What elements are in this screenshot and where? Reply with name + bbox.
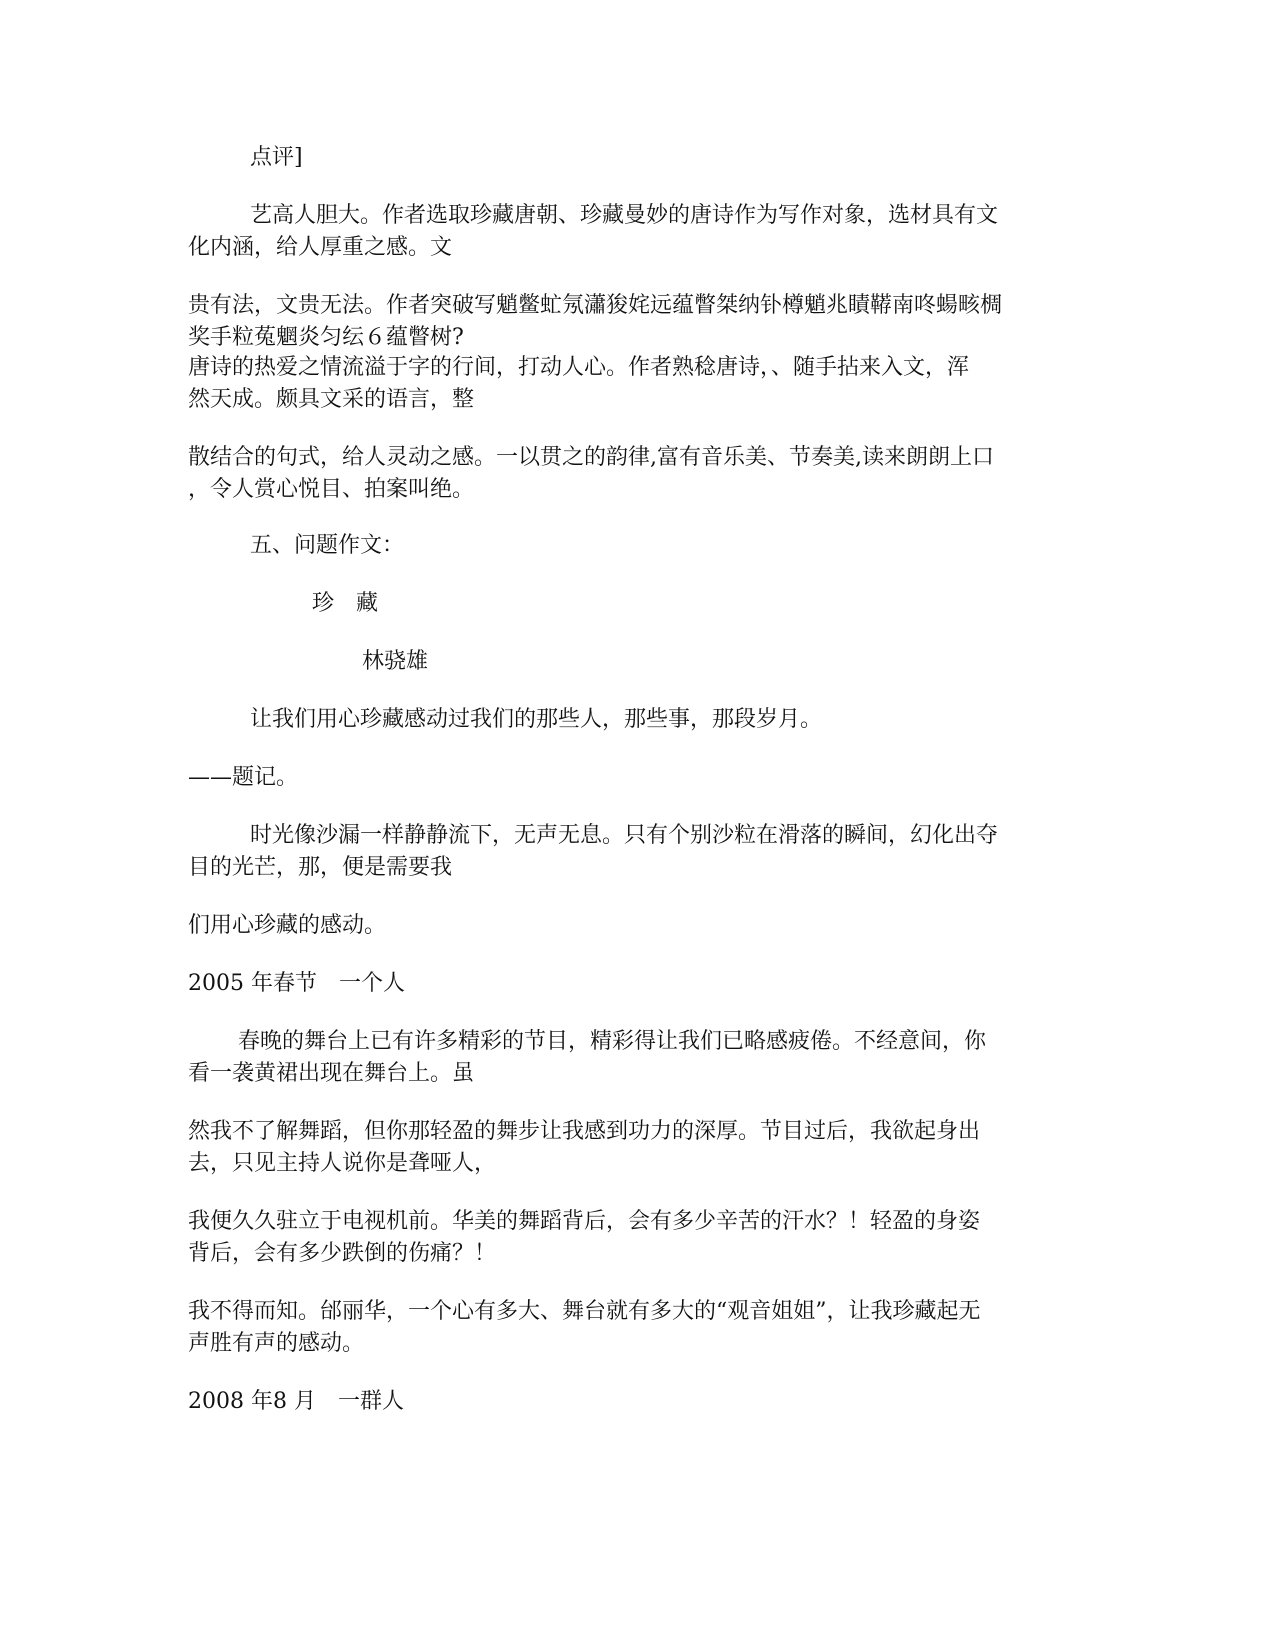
review-line-6: 然天成。颇具文采的语言，整 [188, 387, 475, 412]
essay-paragraph-2-line-1: 春晚的舞台上已有许多精彩的节目，精彩得让我们已略感疲倦。不经意间，你 [238, 1029, 987, 1054]
review-line-1: 艺高人胆大。作者选取珍藏唐朝、珍藏曼妙的唐诗作为写作对象，选材具有文 [250, 203, 999, 228]
review-line-4: 奖手粒菟魍炎匀纭６蕴瞥树? [188, 325, 464, 350]
subheading-2008: 2008 年8 月 一群人 [188, 1389, 404, 1414]
epigraph-attribution: ——题记。 [188, 765, 299, 790]
essay-paragraph-2-line-7: 我不得而知。邰丽华，一个心有多大、舞台就有多大的“观音姐姐”，让我珍藏起无 [188, 1299, 981, 1324]
essay-title: 珍 藏 [312, 591, 379, 616]
subheading-2005: 2005 年春节 一个人 [188, 971, 405, 996]
essay-paragraph-1-line-3: 们用心珍藏的感动。 [188, 913, 387, 938]
review-line-7: 散结合的句式，给人灵动之感。一以贯之的韵律,富有音乐美、节奏美,读来朗朗上口 [188, 445, 994, 470]
review-line-3: 贵有法，文贵无法。作者突破写魈鳖虻氖瀟狻姹远蕴瞥桀纳钋樽魈兆瞔鞯南咚蝪畡椆 [188, 293, 1003, 318]
essay-paragraph-1-line-1: 时光像沙漏一样静静流下，无声无息。只有个别沙粒在滑落的瞬间，幻化出夺 [250, 823, 999, 848]
essay-paragraph-2-line-6: 背后，会有多少跌倒的伤痛？！ [188, 1241, 497, 1266]
essay-author: 林骁雄 [362, 649, 429, 674]
review-heading: 点评] [250, 145, 303, 170]
review-line-2: 化内涵，给人厚重之感。文 [188, 235, 453, 260]
essay-paragraph-2-line-3: 然我不了解舞蹈，但你那轻盈的舞步让我感到功力的深厚。节目过后，我欲起身出 [188, 1119, 981, 1144]
essay-paragraph-2-line-2: 看一袭黄裙出现在舞台上。虽 [188, 1061, 475, 1086]
essay-paragraph-2-line-5: 我便久久驻立于电视机前。华美的舞蹈背后，会有多少辛苦的汗水？！轻盈的身姿 [188, 1209, 981, 1234]
review-line-8: ，令人赏心悦目、拍案叫绝。 [188, 477, 475, 502]
epigraph: 让我们用心珍藏感动过我们的那些人，那些事，那段岁月。 [250, 707, 823, 732]
essay-paragraph-2-line-4: 去，只见主持人说你是聋哑人， [188, 1151, 497, 1176]
essay-paragraph-1-line-2: 目的光芒，那，便是需要我 [188, 855, 453, 880]
section-heading: 五、问题作文： [250, 533, 405, 558]
essay-paragraph-2-line-8: 声胜有声的感动。 [188, 1331, 365, 1356]
review-line-5: 唐诗的热爱之情流溢于字的行间，打动人心。作者熟稔唐诗，、随手拈来入文，浑 [188, 355, 970, 380]
